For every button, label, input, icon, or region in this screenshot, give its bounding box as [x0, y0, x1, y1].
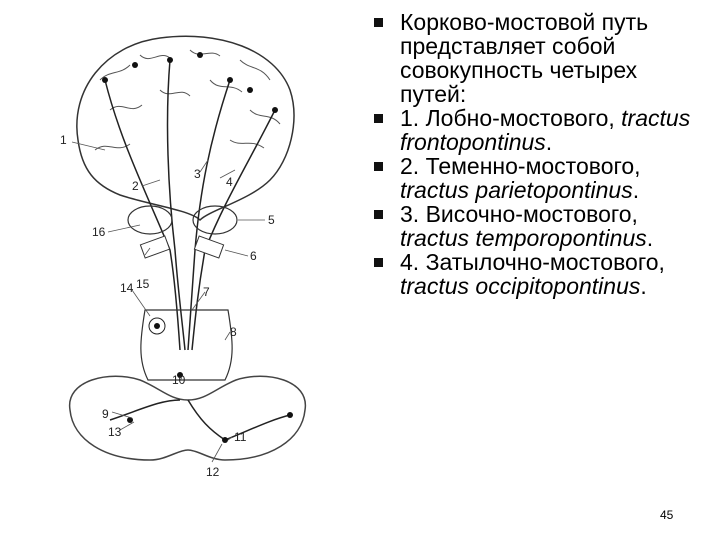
- label-16: 16: [92, 225, 106, 239]
- label-9: 9: [102, 407, 109, 421]
- brain-outline: [77, 36, 294, 220]
- label-8: 8: [230, 325, 237, 339]
- square-bullet-icon: [374, 114, 383, 123]
- square-bullet-icon: [374, 210, 383, 219]
- label-1: 1: [60, 133, 67, 147]
- thalamus-left: [128, 206, 172, 234]
- label-10: 10: [172, 373, 186, 387]
- bullet-item: [368, 106, 708, 154]
- square-bullet-icon: [374, 18, 383, 27]
- bullet-text: 3. Височно-мостового,: [400, 201, 638, 227]
- brainstem: [141, 310, 232, 380]
- label-15: 15: [136, 277, 150, 291]
- diagram-svg: [50, 20, 350, 500]
- latin-term: tractus frontopontinus: [400, 105, 691, 155]
- latin-term: tractus temporopontinus: [400, 225, 647, 251]
- label-6: 6: [250, 249, 257, 263]
- bullet-text: Корково-мостовой путь представляет собой совокупность четырех путей:: [400, 9, 649, 107]
- label-14: 14: [120, 281, 134, 295]
- bullet-text: 1. Лобно-мостового,: [400, 105, 622, 131]
- page-number: 45: [660, 508, 674, 522]
- square-bullet-icon: [374, 162, 383, 171]
- label-13: 13: [108, 425, 122, 439]
- bullet-text: 4. Затылочно-мостового,: [400, 249, 665, 275]
- bullet-item: [368, 10, 708, 106]
- label-2: 2: [132, 179, 139, 193]
- bullet-text: 2. Теменно-мостового,: [400, 153, 641, 179]
- bullet-item: [368, 202, 708, 250]
- latin-term: tractus parietopontinus: [400, 177, 633, 203]
- capsule-right: [194, 236, 223, 258]
- bullet-end: .: [640, 273, 647, 299]
- pontine-pathway-diagram: [50, 20, 350, 500]
- bullet-item: [368, 154, 708, 202]
- label-3: 3: [194, 167, 201, 181]
- bullet-end: .: [545, 129, 553, 155]
- latin-term: tractus occipitopontinus: [400, 273, 641, 299]
- bullet-list: [368, 10, 708, 298]
- occipitopontine-tract: [192, 110, 275, 350]
- label-4: 4: [226, 175, 233, 189]
- label-11: 11: [234, 430, 247, 444]
- bullet-end: .: [632, 177, 640, 203]
- bullet-end: .: [646, 225, 654, 251]
- label-5: 5: [268, 213, 275, 227]
- bullet-item: [368, 250, 708, 298]
- label-7: 7: [203, 285, 210, 299]
- square-bullet-icon: [374, 258, 383, 267]
- label-12: 12: [206, 465, 220, 479]
